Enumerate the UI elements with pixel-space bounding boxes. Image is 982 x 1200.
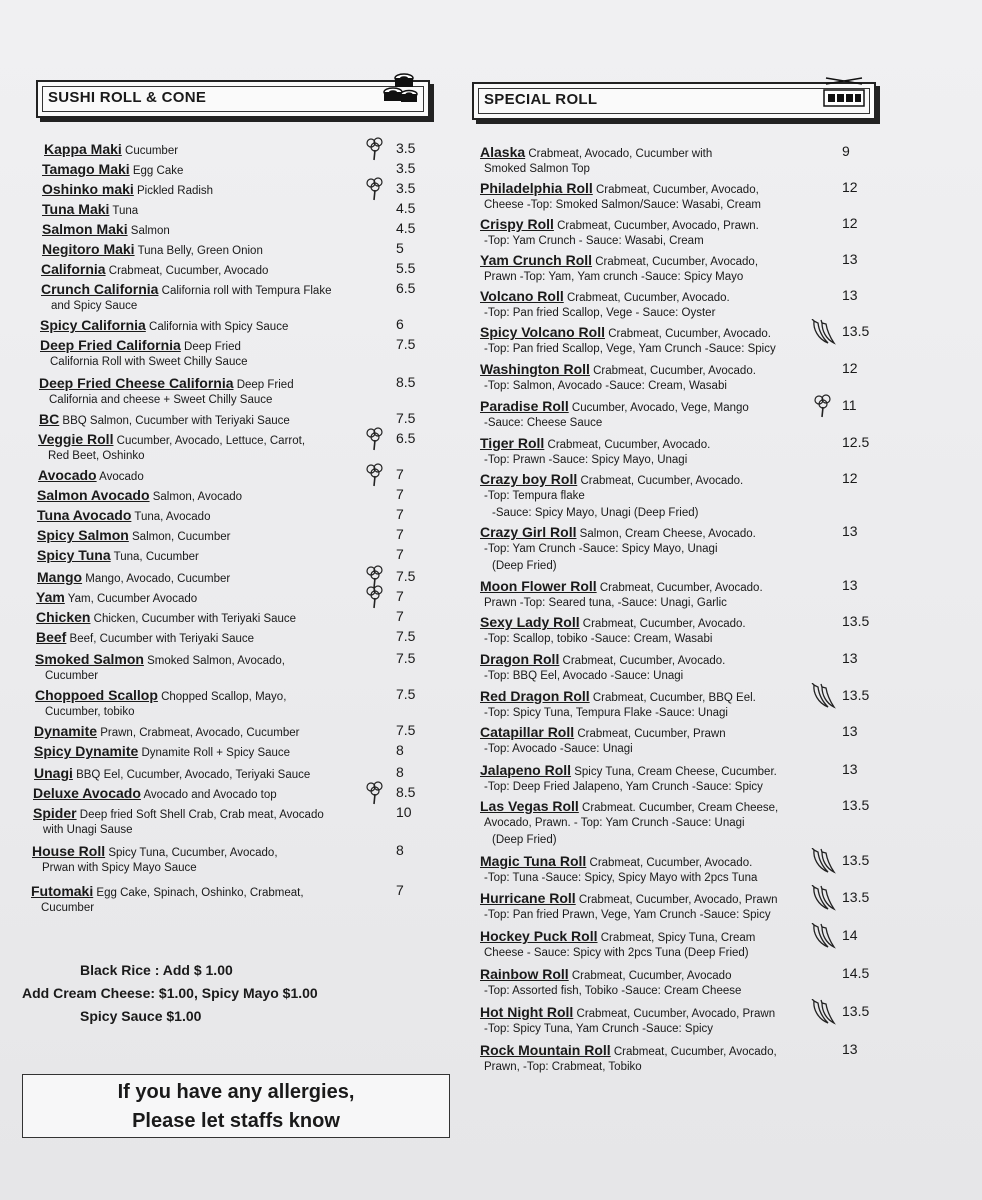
menu-item-description: Crabmeat, Cucumber, Avocado. — [577, 475, 744, 487]
menu-item-description-continued: and Spicy Sauce — [51, 300, 138, 312]
menu-item-price: 8.5 — [396, 784, 416, 800]
menu-item-price: 7.5 — [396, 336, 416, 352]
menu-item-price: 6.5 — [396, 280, 416, 296]
menu-item-description: Crabmeat, Cucumber, Avocado. — [544, 439, 711, 451]
menu-item-price: 12 — [842, 360, 858, 376]
menu-item — [480, 965, 731, 985]
menu-item — [480, 251, 758, 271]
menu-item-name: Hockey Puck Roll — [480, 928, 598, 944]
spicy-pepper-icon — [810, 885, 836, 911]
menu-item — [35, 650, 285, 670]
menu-item-name: Spicy Salmon — [37, 527, 129, 543]
menu-item-description: Salmon, Cream Cheese, Avocado. — [576, 528, 756, 540]
menu-item — [36, 608, 296, 628]
menu-item — [480, 889, 777, 909]
menu-item-description: Crabmeat, Cucumber, Avocado. — [605, 328, 771, 340]
menu-item-description: Dynamite Roll + Spicy Sauce — [138, 747, 291, 759]
menu-item-name: Dynamite — [34, 723, 98, 739]
menu-item-description: Crabmeat, Cucumber, Avocado, Prawn — [573, 1008, 776, 1020]
menu-item-name: Spider — [33, 805, 77, 821]
menu-item-price: 3.5 — [396, 180, 416, 196]
menu-item — [480, 179, 759, 199]
menu-item — [36, 588, 197, 608]
menu-item — [42, 160, 183, 180]
menu-item-description: Crabmeat, Cucumber, Avocado. — [559, 655, 726, 667]
black-rice-note: Black Rice : Add $ 1.00 — [80, 962, 233, 978]
menu-item-name: Crispy Roll — [480, 216, 554, 232]
menu-item-name: Deep Fried Cheese California — [39, 375, 234, 391]
menu-item-description-continued: -Top: Assorted fish, Tobiko -Sauce: Cream Cheese — [484, 985, 742, 997]
menu-item-price: 12 — [842, 215, 858, 231]
menu-item-price: 11 — [842, 397, 857, 413]
menu-item-description-continued: Red Beet, Oshinko — [48, 450, 145, 462]
menu-item — [31, 882, 304, 902]
menu-item-price: 4.5 — [396, 220, 416, 236]
menu-item-name: Veggie Roll — [38, 431, 114, 447]
menu-item-description: California roll with Tempura Flake — [158, 285, 332, 297]
menu-item-name: Magic Tuna Roll — [480, 853, 587, 869]
menu-item-description: Salmon — [127, 225, 170, 237]
menu-item-description-continued: Avocado, Prawn. - Top: Yam Crunch -Sauce: Unagi — [484, 817, 745, 829]
menu-item-description: Tuna, Avocado — [131, 511, 211, 523]
menu-item-name: Deep Fried California — [40, 337, 181, 353]
menu-item-description: Crabmeat, Cucumber, Avocado, Prawn — [575, 894, 778, 906]
menu-item-description-continued: -Top: BBQ Eel, Avocado -Sauce: Unagi — [484, 670, 684, 682]
menu-item-description: Avocado and Avocado top — [140, 789, 277, 801]
menu-item-name: Washington Roll — [480, 361, 590, 377]
menu-item-description: BBQ Eel, Cucumber, Avocado, Teriyaki Sauce — [72, 769, 311, 781]
menu-item-price: 3.5 — [396, 140, 416, 156]
menu-item-price: 13 — [842, 761, 858, 777]
menu-item-description-continued: California Roll with Sweet Chilly Sauce — [50, 356, 248, 368]
menu-item-description-continued: -Top: Yam Crunch -Sauce: Spicy Mayo, Unagi — [484, 543, 718, 555]
menu-item-price: 7 — [396, 608, 404, 624]
menu-item-description: Crabmeat, Cucumber, Avocado. — [563, 292, 730, 304]
menu-item — [37, 506, 210, 526]
menu-item-name: Moon Flower Roll — [480, 578, 597, 594]
menu-item-description: Deep Fried — [233, 379, 294, 391]
menu-item-description: Crabmeat, Cucumber, Avocado. — [579, 618, 746, 630]
menu-item-price: 13.5 — [842, 323, 870, 339]
menu-item — [480, 523, 756, 543]
menu-item-name: Salmon Maki — [42, 221, 128, 237]
menu-item-name: Sexy Lady Roll — [480, 614, 580, 630]
spicy-pepper-icon — [810, 319, 836, 345]
menu-item — [42, 220, 170, 240]
menu-item-description-continued: Cucumber — [45, 670, 99, 682]
menu-item — [480, 852, 752, 872]
menu-item-description-continued: Cheese - Sauce: Spicy with 2pcs Tuna (Deep Fried) — [484, 947, 749, 959]
vegetarian-icon — [366, 463, 384, 487]
menu-item-price: 7 — [396, 506, 404, 522]
menu-item-description: Avocado — [96, 471, 144, 483]
menu-item — [480, 1003, 775, 1023]
menu-item-description-continued: (Deep Fried) — [492, 834, 557, 846]
sushi-rolls-icon — [380, 70, 420, 110]
menu-item-price: 7 — [396, 588, 404, 604]
vegetarian-icon — [366, 137, 384, 161]
vegetarian-icon — [366, 177, 384, 201]
vegetarian-icon — [814, 394, 832, 418]
menu-item-description-continued: -Top: Prawn -Sauce: Spicy Mayo, Unagi — [484, 454, 688, 466]
menu-item — [33, 804, 324, 824]
menu-item-name: Futomaki — [31, 883, 94, 899]
menu-item-price: 7.5 — [396, 686, 416, 702]
allergy-line-2: Please let staffs know — [132, 1110, 340, 1132]
menu-item-name: Beef — [36, 629, 67, 645]
menu-item-description-continued: Prwan with Spicy Mayo Sauce — [42, 862, 197, 874]
menu-item-price: 7.5 — [396, 722, 416, 738]
menu-item-description-continued: Cucumber, tobiko — [45, 706, 135, 718]
menu-item-description-continued: -Top: Deep Fried Jalapeno, Yam Crunch -Sauce: Spicy — [484, 781, 763, 793]
menu-item-name: California — [41, 261, 106, 277]
menu-item-description: Crabmeat, Cucumber, Prawn — [574, 728, 726, 740]
menu-item — [41, 260, 268, 280]
menu-item — [42, 240, 263, 260]
menu-item-description: Crabmeat, Cucumber, Avocado, — [610, 1046, 777, 1058]
menu-item-description: Crabmeat, Avocado, Cucumber with — [525, 148, 713, 160]
menu-item-description: Crabmeat, Cucumber, Avocado, — [592, 184, 759, 196]
menu-item-description-continued: -Top: Yam Crunch - Sauce: Wasabi, Cream — [484, 235, 704, 247]
menu-item-price: 13.5 — [842, 1003, 870, 1019]
menu-item-name: Smoked Salmon — [35, 651, 144, 667]
menu-item-name: Red Dragon Roll — [480, 688, 590, 704]
menu-item-description-continued: -Sauce: Cheese Sauce — [484, 417, 603, 429]
menu-item-description: Crabmeat, Spicy Tuna, Cream — [597, 932, 756, 944]
sushi-plate-chopsticks-icon — [822, 76, 866, 110]
menu-item-price: 13.5 — [842, 889, 870, 905]
spicy-pepper-icon — [810, 999, 836, 1025]
menu-item-name: BC — [39, 411, 60, 427]
menu-item-name: Spicy Volcano Roll — [480, 324, 605, 340]
menu-item — [36, 628, 254, 648]
menu-item-description-continued: -Top: Pan fried Scallop, Vege - Sauce: Oyster — [484, 307, 716, 319]
spicy-pepper-icon — [810, 848, 836, 874]
menu-item-price: 9 — [842, 143, 850, 159]
menu-item — [42, 180, 213, 200]
menu-item-name: Tamago Maki — [42, 161, 130, 177]
menu-item — [480, 323, 771, 343]
menu-item-description-continued: Cheese -Top: Smoked Salmon/Sauce: Wasabi, Cream — [484, 199, 761, 211]
menu-item-description-continued: Prawn, -Top: Crabmeat, Tobiko — [484, 1061, 642, 1073]
menu-item-description: Yam, Cucumber Avocado — [64, 593, 198, 605]
menu-item-description: Prawn, Crabmeat, Avocado, Cucumber — [97, 727, 300, 739]
menu-item-description: Crabmeat, Cucumber, Avocado. — [586, 857, 753, 869]
menu-item-price: 7.5 — [396, 568, 416, 584]
spicy-pepper-icon — [810, 683, 836, 709]
menu-item — [480, 1041, 777, 1061]
menu-item-price: 14.5 — [842, 965, 870, 981]
menu-item-description: California with Spicy Sauce — [145, 321, 289, 333]
menu-item-price: 12 — [842, 470, 858, 486]
menu-item-description-continued: Prawn -Top: Seared tuna, -Sauce: Unagi, Garlic — [484, 597, 727, 609]
menu-item-name: Crunch California — [41, 281, 159, 297]
menu-item-name: Tiger Roll — [480, 435, 545, 451]
menu-item-description: Cucumber, Avocado, Vege, Mango — [568, 402, 749, 414]
menu-item — [480, 797, 778, 817]
menu-item — [480, 687, 756, 707]
menu-item — [39, 410, 290, 430]
menu-item-description: Crabmeat. Cucumber, Cream Cheese, — [578, 802, 779, 814]
menu-item — [34, 742, 290, 762]
sushi-roll-header-title: SUSHI ROLL & CONE — [48, 89, 207, 106]
allergy-line-1: If you have any allergies, — [117, 1081, 355, 1103]
menu-item-description: Deep fried Soft Shell Crab, Crab meat, Avocado — [76, 809, 324, 821]
menu-item-description-continued: -Sauce: Spicy Mayo, Unagi (Deep Fried) — [492, 507, 699, 519]
menu-item-price: 8.5 — [396, 374, 416, 390]
menu-item-description: Tuna, Cucumber — [110, 551, 199, 563]
menu-item-name: Crazy boy Roll — [480, 471, 578, 487]
menu-item-price: 13 — [842, 1041, 858, 1057]
menu-item-description-continued: -Top: Salmon, Avocado -Sauce: Cream, Wasabi — [484, 380, 727, 392]
menu-item-description-continued: Smoked Salmon Top — [484, 163, 590, 175]
menu-item — [480, 613, 746, 633]
menu-item — [480, 143, 712, 163]
menu-item-description-continued: -Top: Tuna -Sauce: Spicy, Spicy Mayo with 2pcs Tuna — [484, 872, 758, 884]
menu-item-name: Yam Crunch Roll — [480, 252, 593, 268]
menu-item-description-continued: -Top: Avocado -Sauce: Unagi — [484, 743, 633, 755]
menu-item-description-continued: -Top: Pan fried Scallop, Vege, Yam Crunch -Sauce: Spicy — [484, 343, 776, 355]
spicy-sauce-note: Spicy Sauce $1.00 — [80, 1008, 202, 1024]
menu-item-price: 3.5 — [396, 160, 416, 176]
menu-item-name: Jalapeno Roll — [480, 762, 572, 778]
menu-item-name: Salmon Avocado — [37, 487, 150, 503]
menu-item-description: Crabmeat, Cucumber, Avocado — [568, 970, 732, 982]
menu-item-description: Crabmeat, Cucumber, Avocado. — [596, 582, 763, 594]
menu-item — [41, 280, 331, 300]
allergy-notice-box — [22, 1074, 450, 1138]
menu-item — [40, 316, 288, 336]
menu-item-description-continued: -Top: Pan fried Prawn, Vege, Yam Crunch -Sauce: Spicy — [484, 909, 771, 921]
menu-item-price: 8 — [396, 842, 404, 858]
menu-item — [40, 336, 241, 356]
menu-item-name: Tuna Maki — [42, 201, 110, 217]
menu-item-price: 13 — [842, 251, 858, 267]
menu-item — [37, 546, 199, 566]
menu-item-description-continued: Cucumber — [41, 902, 95, 914]
menu-item — [480, 434, 710, 454]
menu-item — [480, 761, 777, 781]
spicy-pepper-icon — [810, 923, 836, 949]
menu-item-price: 14 — [842, 927, 858, 943]
menu-item-description: Spicy Tuna, Cucumber, Avocado, — [105, 847, 278, 859]
menu-item — [480, 360, 756, 380]
menu-item-description: Cucumber — [121, 145, 179, 157]
menu-item-price: 7 — [396, 466, 404, 482]
menu-item — [33, 784, 277, 804]
menu-item — [42, 200, 138, 220]
vegetarian-icon — [366, 427, 384, 451]
menu-item-name: Hurricane Roll — [480, 890, 576, 906]
menu-item — [34, 764, 310, 784]
menu-item-name: Spicy Dynamite — [34, 743, 139, 759]
menu-item — [38, 430, 305, 450]
menu-item-price: 7 — [396, 486, 404, 502]
menu-item-price: 8 — [396, 742, 404, 758]
menu-item-name: Crazy Girl Roll — [480, 524, 577, 540]
menu-item-description: Deep Fried — [180, 341, 241, 353]
menu-item-price: 8 — [396, 764, 404, 780]
vegetarian-icon — [366, 781, 384, 805]
menu-item-price: 13 — [842, 523, 858, 539]
menu-item-price: 13.5 — [842, 613, 870, 629]
menu-item-description: Tuna Belly, Green Onion — [134, 245, 263, 257]
menu-item — [37, 486, 242, 506]
menu-item-name: Hot Night Roll — [480, 1004, 574, 1020]
menu-item-name: Mango — [37, 569, 83, 585]
menu-item-description: Crabmeat, Cucumber, Avocado, — [592, 256, 759, 268]
menu-item — [480, 650, 725, 670]
menu-item-price: 13.5 — [842, 687, 870, 703]
menu-item-name: Kappa Maki — [44, 141, 122, 157]
menu-item-description: Salmon, Cucumber — [128, 531, 231, 543]
menu-item-price: 4.5 — [396, 200, 416, 216]
add-ons-note: Add Cream Cheese: $1.00, Spicy Mayo $1.00 — [22, 985, 318, 1001]
menu-item-price: 13 — [842, 723, 858, 739]
menu-item-price: 7 — [396, 526, 404, 542]
menu-item-price: 7.5 — [396, 628, 416, 644]
menu-item-description-continued: with Unagi Sause — [43, 824, 133, 836]
menu-item-description: Spicy Tuna, Cream Cheese, Cucumber. — [571, 766, 777, 778]
menu-item-description: Crabmeat, Cucumber, Avocado, Prawn. — [553, 220, 759, 232]
menu-item-name: Spicy Tuna — [37, 547, 111, 563]
sushi-roll-header — [36, 80, 430, 118]
menu-item-price: 12 — [842, 179, 858, 195]
menu-item-description: Chopped Scallop, Mayo, — [157, 691, 287, 703]
menu-item-name: Spicy California — [40, 317, 146, 333]
menu-item-description: Egg Cake — [129, 165, 184, 177]
menu-item-description-continued: -Top: Spicy Tuna, Tempura Flake -Sauce: Unagi — [484, 707, 728, 719]
menu-item-description: Mango, Avocado, Cucumber — [82, 573, 231, 585]
menu-item-description: Smoked Salmon, Avocado, — [143, 655, 285, 667]
menu-item-name: Paradise Roll — [480, 398, 569, 414]
menu-item — [38, 466, 144, 486]
menu-item-price: 12.5 — [842, 434, 870, 450]
menu-item-description: Crabmeat, Cucumber, Avocado. — [589, 365, 756, 377]
menu-item-description-continued: -Top: Scallop, tobiko -Sauce: Cream, Wasabi — [484, 633, 713, 645]
menu-item-name: Deluxe Avocado — [33, 785, 141, 801]
menu-item — [480, 470, 743, 490]
menu-item-name: Rainbow Roll — [480, 966, 569, 982]
menu-item — [35, 686, 286, 706]
vegetarian-icon — [366, 585, 384, 609]
menu-item-name: Negitoro Maki — [42, 241, 135, 257]
menu-item — [34, 722, 299, 742]
menu-item — [480, 577, 763, 597]
menu-item-price: 7.5 — [396, 410, 416, 426]
special-roll-header — [472, 82, 876, 120]
menu-item-name: House Roll — [32, 843, 106, 859]
menu-item-price: 6 — [396, 316, 404, 332]
menu-item-name: Dragon Roll — [480, 651, 560, 667]
menu-item-description-continued: California and cheese + Sweet Chilly Sauce — [49, 394, 273, 406]
menu-item-name: Alaska — [480, 144, 526, 160]
menu-item-price: 5.5 — [396, 260, 416, 276]
menu-item-description: Crabmeat, Cucumber, Avocado — [105, 265, 269, 277]
menu-item-description: Cucumber, Avocado, Lettuce, Carrot, — [113, 435, 306, 447]
menu-item-name: Oshinko maki — [42, 181, 134, 197]
menu-item-name: Volcano Roll — [480, 288, 564, 304]
menu-item-description: Egg Cake, Spinach, Oshinko, Crabmeat, — [93, 887, 304, 899]
menu-item-description-continued: Prawn -Top: Yam, Yam crunch -Sauce: Spicy Mayo — [484, 271, 744, 283]
menu-item-name: Unagi — [34, 765, 73, 781]
menu-item-description: Pickled Radish — [133, 185, 214, 197]
menu-item-name: Catapillar Roll — [480, 724, 575, 740]
menu-item-description: Tuna — [109, 205, 139, 217]
menu-item-price: 7 — [396, 546, 404, 562]
menu-item-description: BBQ Salmon, Cucumber with Teriyaki Sauce — [59, 415, 290, 427]
menu-item-price: 10 — [396, 804, 412, 820]
menu-item-price: 13 — [842, 650, 858, 666]
special-roll-header-title: SPECIAL ROLL — [484, 91, 598, 108]
menu-item-price: 6.5 — [396, 430, 416, 446]
menu-item-name: Las Vegas Roll — [480, 798, 579, 814]
menu-item — [32, 842, 278, 862]
menu-item-name: Yam — [36, 589, 65, 605]
menu-item-price: 13 — [842, 577, 858, 593]
menu-item — [480, 287, 730, 307]
menu-item — [480, 723, 726, 743]
menu-item — [39, 374, 294, 394]
menu-item-price: 13 — [842, 287, 858, 303]
menu-item-description-continued: -Top: Spicy Tuna, Yam Crunch -Sauce: Spicy — [484, 1023, 714, 1035]
menu-item-description: Salmon, Avocado — [149, 491, 243, 503]
menu-item-name: Tuna Avocado — [37, 507, 132, 523]
menu-item — [37, 526, 230, 546]
menu-item-name: Choppoed Scallop — [35, 687, 158, 703]
menu-item-price: 13.5 — [842, 852, 870, 868]
menu-item-description-continued: (Deep Fried) — [492, 560, 557, 572]
menu-item-description: Chicken, Cucumber with Teriyaki Sauce — [90, 613, 297, 625]
menu-item — [37, 568, 230, 588]
menu-item-description-continued: -Top: Tempura flake — [484, 490, 585, 502]
menu-item-description: Beef, Cucumber with Teriyaki Sauce — [66, 633, 255, 645]
menu-item — [44, 140, 178, 160]
menu-item — [480, 215, 759, 235]
menu-item — [480, 927, 755, 947]
menu-item-price: 5 — [396, 240, 404, 256]
menu-item-name: Chicken — [36, 609, 91, 625]
menu-item-price: 13.5 — [842, 797, 870, 813]
menu-item-name: Philadelphia Roll — [480, 180, 593, 196]
menu-item-description: Crabmeat, Cucumber, BBQ Eel. — [589, 692, 756, 704]
menu-item-price: 7 — [396, 882, 404, 898]
menu-item-name: Rock Mountain Roll — [480, 1042, 611, 1058]
menu-item-price: 7.5 — [396, 650, 416, 666]
menu-item-name: Avocado — [38, 467, 97, 483]
menu-item — [480, 397, 749, 417]
